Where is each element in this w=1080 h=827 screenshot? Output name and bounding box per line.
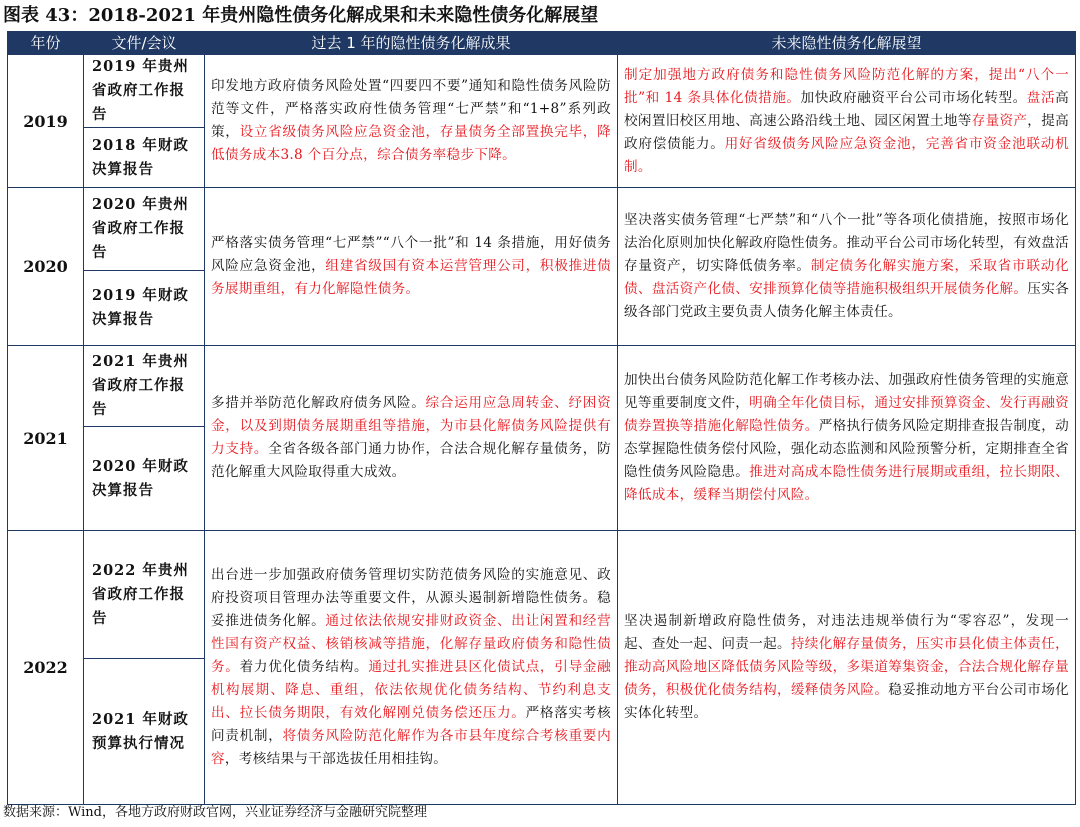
highlighted-text: 设立省级债务风险应急资金池，存量债务全部置换完毕，降低债务成本3.8 个百分点，综合债务率稳步下降。 — [211, 124, 611, 163]
header-year: 年份 — [8, 32, 84, 55]
body-text: ，考核结果与干部选拔任用相挂钩。 — [224, 751, 448, 767]
header-future-outlook: 未来隐性债务化解展望 — [618, 32, 1076, 55]
body-text: 压实各级各部门党政主要负责人债务化解主体责任。 — [624, 281, 1069, 320]
body-text: 多措并举防范化解政府债务风险。 — [211, 395, 426, 411]
header-document: 文件/会议 — [84, 32, 205, 55]
document-cell: 2019 年财政决算报告 — [84, 271, 205, 346]
highlighted-text: 盘活 — [1026, 89, 1056, 106]
body-text: 印发地方政府债务风险处置“四要四不要”通知和隐性债务风险防范等文件，严格落实政府性债务管理“七严禁”和“1+8”系列政策， — [211, 78, 611, 140]
year-cell: 2019 — [8, 55, 84, 188]
year-cell: 2020 — [8, 188, 84, 346]
past-results-cell — [205, 531, 618, 805]
past-results-cell — [205, 188, 618, 346]
highlighted-text: 制定债务化解实施方案，采取省市联动化债、盘活资产化债、安排预算化债等措施积极组织开展债务化解。 — [624, 258, 1069, 297]
body-text: 出台进一步加强政府债务管理切实防范债务风险的实施意见、政府投资项目管理办法等重要文件，从源头遏制新增隐性债务。稳妥推进债务化解。 — [211, 567, 611, 629]
document-cell: 2021 年贵州省政府工作报告 — [84, 346, 205, 427]
body-text: 着力优化债务结构。 — [239, 659, 369, 675]
document-cell: 2020 年财政决算报告 — [84, 427, 205, 531]
year-cell: 2022 — [8, 531, 84, 805]
highlighted-text: 组建省级国有资本运营管理公司，积极推进债务展期重组，有力化解隐性债务。 — [211, 258, 611, 297]
body-text: 坚决遏制新增政府隐性债务，对违法违规举债行为“零容忍”，发现一起、查处一起、问责一起。 — [624, 613, 1069, 652]
table-row — [8, 531, 1076, 659]
body-text: 加快出台债务风险防范化解工作考核办法、加强政府性债务管理的实施意见等重要制度文件， — [624, 372, 1069, 411]
highlighted-text: 综合运用应急周转金、纾困资金，以及到期债务展期重组等措施，为市县化解债务风险提供有力支持。 — [211, 395, 611, 457]
document-cell: 2021 年财政预算执行情况 — [84, 659, 205, 805]
highlighted-text: 存量资产 — [971, 112, 1028, 129]
highlighted-text: 用好省级债务风险应急资金池，完善省市资金池联动机制。 — [624, 135, 1069, 175]
table-header-row — [8, 32, 1076, 55]
future-outlook-cell — [618, 531, 1076, 805]
future-outlook-cell — [618, 55, 1076, 188]
body-text: 稳妥推动地方平台公司市场化实体化转型。 — [624, 682, 1069, 721]
document-cell: 2018 年财政决算报告 — [84, 128, 205, 188]
document-cell: 2022 年贵州省政府工作报告 — [84, 531, 205, 659]
header-past-results: 过去 1 年的隐性债务化解成果 — [205, 32, 618, 55]
body-text: 全省各级各部门通力协作，合法合规化解存量债务，防范化解重大风险取得重大成效。 — [211, 441, 611, 480]
future-outlook-cell — [618, 346, 1076, 531]
highlighted-text: 通过扎实推进县区化债试点，引导金融机构展期、降息、重组，依法依规优化债务结构、节约利息支出、拉长债务期限，有效化解刚兑债务偿还压力。 — [211, 659, 611, 721]
source-note: 数据来源：Wind，各地方政府财政官网，兴业证券经济与金融研究院整理 — [3, 805, 427, 820]
year-cell: 2021 — [8, 346, 84, 531]
table-row — [8, 55, 1076, 128]
highlighted-text: 持续化解存量债务，压实市县化债主体责任，推动高风险地区降低债务风险等级，多渠道筹集资金，合法合规化解存量债务，积极优化债务结构，缓释债务风险。 — [624, 636, 1069, 698]
highlighted-text: 推进对高成本隐性债务进行展期或重组，拉长期限、降低成本，缓释当期偿付风险。 — [624, 464, 1069, 503]
future-outlook-cell — [618, 188, 1076, 346]
body-text: 严格执行债务风险定期排查报告制度，动态掌握隐性债务偿付风险，强化动态监测和风险预警分析，定期排查全省隐性债务风险隐患。 — [624, 418, 1069, 480]
table-row — [8, 346, 1076, 427]
figure-title: 图表 43：2018-2021 年贵州隐性债务化解成果和未来隐性债务化解展望 — [3, 5, 599, 26]
body-text: ，提高政府偿债能力。 — [624, 112, 1069, 152]
body-text: 加快政府融资平台公司市场化转型。 — [800, 89, 1027, 106]
body-text: 高校闲置旧校区用地、高速公路沿线土地、园区闲置土地等 — [624, 89, 1069, 129]
table-row — [8, 188, 1076, 271]
body-text: 严格落实债务管理“七严禁”“八个一批”和 14 条措施，用好债务风险应急资金池， — [211, 235, 611, 274]
highlighted-text: 通过依法依规安排财政资金、出让闲置和经营性国有资产权益、核销核减等措施，化解存量政府债务和隐性债务。 — [211, 613, 611, 675]
highlighted-text: 将债务风险防范化解作为各市县年度综合考核重要内容 — [211, 728, 611, 767]
document-cell: 2020 年贵州省政府工作报告 — [84, 188, 205, 271]
past-results-cell — [205, 346, 618, 531]
past-results-cell — [205, 55, 618, 188]
body-text: 坚决落实债务管理“七严禁”和“八个一批”等各项化债措施，按照市场化法治化原则加快化解政府隐性债务。推动平台公司市场化转型，有效盘活存量资产，切实降低债务率。 — [624, 212, 1069, 274]
document-cell: 2019 年贵州省政府工作报告 — [84, 55, 205, 128]
body-text: 严格落实考核问责机制， — [211, 705, 611, 744]
highlighted-text: 明确全年化债目标，通过安排预算资金、发行再融资债券置换等措施化解隐性债务。 — [624, 395, 1069, 434]
highlighted-text: 制定加强地方政府债务和隐性债务风险防范化解的方案，提出“八个一批”和 14 条具体化债措施。 — [624, 66, 1069, 106]
debt-resolution-table — [7, 31, 1076, 805]
